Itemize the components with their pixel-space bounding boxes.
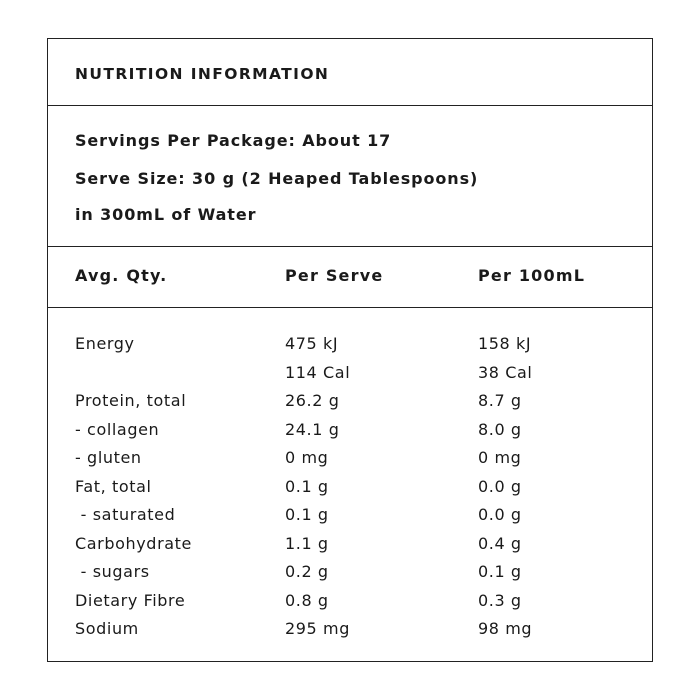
- row-per-serve: 0.1 g: [285, 477, 329, 496]
- row-per-100ml: 0.1 g: [478, 562, 522, 581]
- row-per-100ml: 38 Cal: [478, 363, 533, 382]
- panel-title: NUTRITION INFORMATION: [75, 65, 330, 83]
- row-label: Dietary Fibre: [75, 591, 186, 610]
- row-label: Energy: [75, 334, 135, 353]
- row-per-serve: 475 kJ: [285, 334, 339, 353]
- row-per-serve: 1.1 g: [285, 534, 329, 553]
- header-avg-qty: Avg. Qty.: [75, 266, 168, 285]
- divider-servings: [48, 246, 652, 247]
- row-label: Carbohydrate: [75, 534, 192, 553]
- row-per-serve: 295 mg: [285, 619, 350, 638]
- row-per-serve: 26.2 g: [285, 391, 340, 410]
- serve-size: Serve Size: 30 g (2 Heaped Tablespoons): [75, 169, 479, 188]
- row-per-serve: 114 Cal: [285, 363, 351, 382]
- row-per-serve: 0.2 g: [285, 562, 329, 581]
- row-label: - gluten: [75, 448, 142, 467]
- row-per-100ml: 0 mg: [478, 448, 522, 467]
- header-per-100ml: Per 100mL: [478, 266, 586, 285]
- row-per-serve: 0.1 g: [285, 505, 329, 524]
- row-per-100ml: 8.7 g: [478, 391, 522, 410]
- row-per-serve: 24.1 g: [285, 420, 340, 439]
- row-label: - sugars: [75, 562, 150, 581]
- row-label: - collagen: [75, 420, 160, 439]
- row-per-100ml: 0.0 g: [478, 505, 522, 524]
- servings-per-package: Servings Per Package: About 17: [75, 131, 392, 150]
- row-per-100ml: 8.0 g: [478, 420, 522, 439]
- header-per-serve: Per Serve: [285, 266, 384, 285]
- row-label: Sodium: [75, 619, 139, 638]
- row-per-serve: 0 mg: [285, 448, 329, 467]
- row-label: - saturated: [75, 505, 176, 524]
- row-per-serve: 0.8 g: [285, 591, 329, 610]
- divider-title: [48, 105, 652, 106]
- serve-size-water: in 300mL of Water: [75, 205, 257, 224]
- row-per-100ml: 0.3 g: [478, 591, 522, 610]
- row-per-100ml: 158 kJ: [478, 334, 532, 353]
- row-per-100ml: 0.4 g: [478, 534, 522, 553]
- row-label: Fat, total: [75, 477, 152, 496]
- nutrition-panel: [47, 38, 653, 662]
- row-label: Protein, total: [75, 391, 187, 410]
- divider-header: [48, 307, 652, 308]
- row-per-100ml: 0.0 g: [478, 477, 522, 496]
- row-per-100ml: 98 mg: [478, 619, 533, 638]
